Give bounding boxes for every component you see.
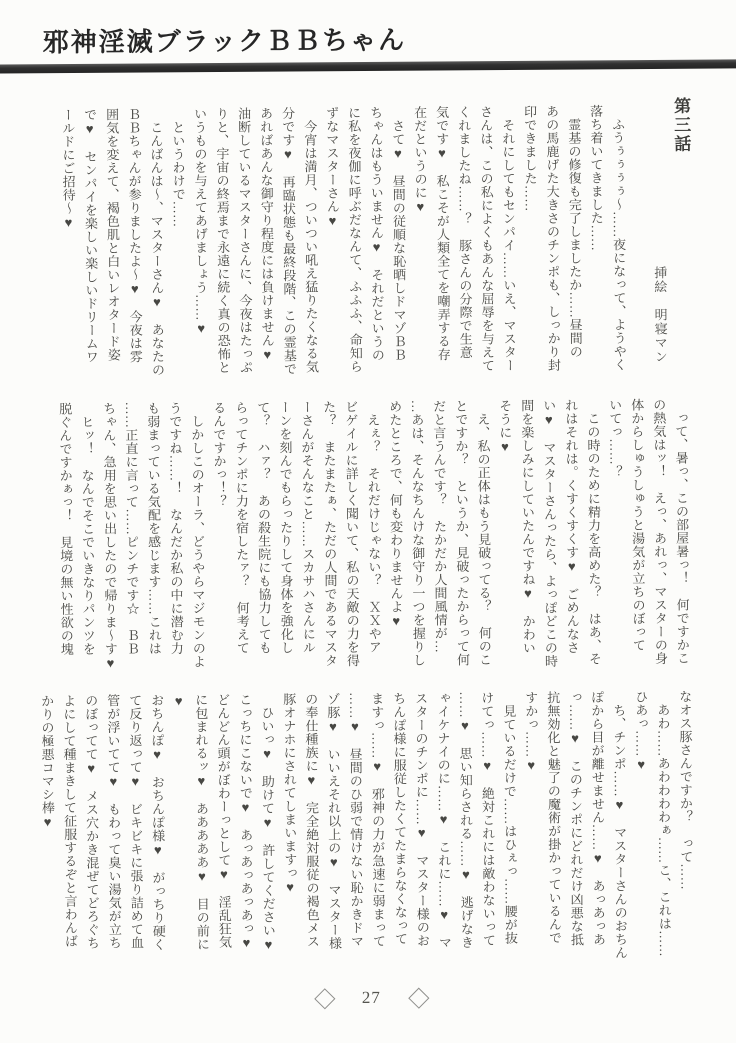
- book-title: 邪神淫滅ブラックＢＢちゃん: [42, 25, 407, 58]
- page-number: 27: [361, 987, 381, 1008]
- text-block-3: なオス豚さんですか？ って…… あわ……あわわわわぁ……こ、これは…… ひあっ……♥ ち、チンポ……♥ マスターさんのおちん ぽから目が離せません……♥ あっあっあ っ……♥ このチンポにどれだけ凶悪な抵 抗無効化と魅了の魔術が掛かっているんで すかっ……♥ 見ているだけで……はひぇっ……腰が抜 けてっ……♥ 絶対これには敵わないって ……♥ 思い知らされる……♥ 逃げなき ゃイケナイのに……♥ これに……♥ マ スターのチンポに……♥ マスター様のお ちんぽ様に服従したくてたまらなくなって ますっ……♥ 邪神の力が急速に弱まって ……♥ 昼間のひ弱で情けない恥かきドマ ゾ豚♥ いいえそれ以上の♥ マスター様 の奉仕種族に♥ 完全絶対服従の褐色メス 豚オナホにされてしまいますっ♥ ひいっ♥ 助けて♥ 許してください♥ こっちにこないで♥ あっあっあっあっ♥ どんどん頭がぼわーっとして♥ 淫乱狂気 に包まれるッ♥ あああああ♥ 目の前に♥ おちんぽ♥ おちんぽ様♥ がっちり硬く て反り返って♥ ビキビキに張り詰めて血 管が浮いてて♥ もわって臭い湯気が立ち のぼってて♥ メス穴かき混ぜてどろぐち よにして種まきして征服するぞと言わんば かりの極悪コマシ棒♥: [39, 689, 694, 960]
- diamond-outline-icon: [408, 987, 429, 1008]
- text-block-1: ふうぅぅぅぅ～……夜になって、ようやく 落ち着いてきました…… 霊基の修復も完了しましたか……昼間の あの馬鹿げた大きさのチンポも、しっかり封 印できました…… それにしてもセンパイ……いえ、マスター さんは、この私によくもあんな屈辱を与えて くれましたね……？ 豚さんの分際で生意 気です♥ 私こそが人類全てを嘲弄する存 在だというのに♥ さて♥ 昼間の従順な恥晒しドマゾＢＢ ちゃんはもういません♥ それだというの に私を夜伽に呼ぶだなんて、ふふふ、命知ら ずなマスターさん♥ 今宵は満月、ついつい吼え猛りたくなる気 分です♥ 再臨状態も最終段階、この霊基で あればあんな御守り程度には負けません♥ 油断しているマスターさんに、今夜はたっぷ りと、宇宙の終焉まで永遠に続く真の恐怖と いうものを与えてあげましょう……♥ というわけで…… こんばんは～、マスターさん♥ あなたの ＢＢちゃんが参りましたよ～♥ 今夜は雰 囲気を変えて、褐色肌と白いレオタード姿 で♥ センパイを楽しい楽しいドリームワ ールドにご招待～♥: [60, 104, 627, 377]
- text-block-2: って、暑っ、この部屋暑っ！ 何ですかこ の熱気はッ！ えっ、あれっ、マスターの身 体からしゅうしゅうと湯気が立ちのぼって いてっ……？ この時のために精力を高めた？ はあ、そ れはそれは。くすくすくす♥ ごめんなさ い♥ マスターさんったら、よっぽどこの時 間を楽しみにしていたんですね♥ かわい そうに♥ え、私の正体はもう見破ってる？ 何のこ とですか？ というか、見破ったからって何 だと言うんです？ たかだか人間風情が… …あは、そんなちんけな御守り一つを握りし めたところで、何も変わりませんよ♥ えぇ？ それだけじゃない？ ＸＸやア ビゲイルに詳しく聞いて、私の天敵の力を得 た？ またまたぁ、ただの人間であるマスタ ーさんがそんなこと……スカサハさんにル ーンを刻んでもらったりして身体を強化し て？ ハァ？ あの殺生院にも協力しても らってチンポに力を宿したァ？ 何考えて るんですかっ！？ しかしこのオーラ、どうやらマジモンのよ うですね……！ なんだか私の中に潜む力 も弱まっている気配を感じます……これは ……正直に言って……ピンチです☆ ＢＢ ちゃん、急用を思い出したので帰りま～す♥ ヒッ！ なんでそこでいきなりパンツを 脱ぐんですかぁっ！ 見境の無い性欲の塊: [57, 397, 691, 671]
- diamond-outline-icon: [314, 988, 335, 1009]
- chapter-heading: 第三話: [671, 96, 691, 154]
- illustrator-credit: 挿絵 明寝マン: [652, 265, 668, 365]
- page-footer: [3, 985, 736, 1010]
- title-divider-rule: [0, 59, 736, 73]
